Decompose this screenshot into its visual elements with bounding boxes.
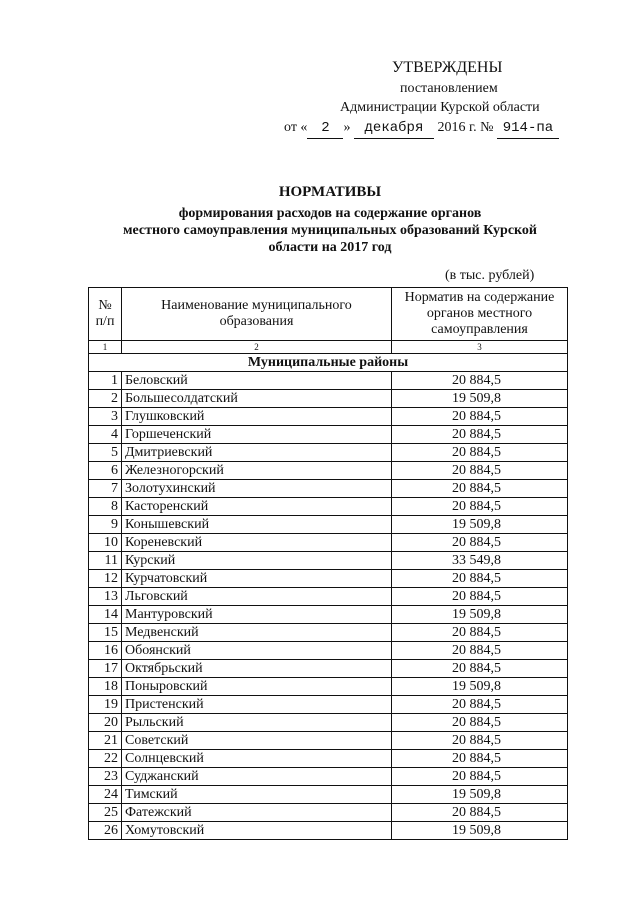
row-value: 20 884,5 [392, 624, 568, 642]
table-row [89, 804, 568, 822]
table-row [89, 372, 568, 390]
approval-date-line [284, 118, 559, 139]
table-row [89, 444, 568, 462]
row-name: Дмитриевский [122, 444, 392, 462]
row-value: 20 884,5 [392, 480, 568, 498]
table-row [89, 570, 568, 588]
row-name: Беловский [122, 372, 392, 390]
row-value: 20 884,5 [392, 660, 568, 678]
row-name: Октябрьский [122, 660, 392, 678]
row-number: 13 [89, 588, 122, 606]
row-name: Пристенский [122, 696, 392, 714]
row-number: 20 [89, 714, 122, 732]
row-value: 20 884,5 [392, 444, 568, 462]
table-row [89, 516, 568, 534]
row-value: 19 509,8 [392, 606, 568, 624]
table-row [89, 642, 568, 660]
row-name: Рыльский [122, 714, 392, 732]
row-number: 14 [89, 606, 122, 624]
table-row [89, 678, 568, 696]
row-value: 20 884,5 [392, 534, 568, 552]
row-value: 19 509,8 [392, 678, 568, 696]
row-name: Суджанский [122, 768, 392, 786]
table-row [89, 390, 568, 408]
row-name: Фатежский [122, 804, 392, 822]
colnum-2: 2 [122, 341, 392, 354]
row-name: Хомутовский [122, 822, 392, 840]
table-row [89, 696, 568, 714]
table-row [89, 426, 568, 444]
row-name: Медвенский [122, 624, 392, 642]
row-name: Конышевский [122, 516, 392, 534]
row-number: 23 [89, 768, 122, 786]
row-value: 20 884,5 [392, 732, 568, 750]
table-row [89, 750, 568, 768]
section-row [89, 354, 568, 372]
row-value: 19 509,8 [392, 822, 568, 840]
norms-table [88, 287, 568, 840]
document-title [80, 184, 580, 256]
row-number: 10 [89, 534, 122, 552]
table-row [89, 786, 568, 804]
table-row [89, 606, 568, 624]
approval-by-resolution: постановлением [400, 81, 498, 96]
row-name: Горшеченский [122, 426, 392, 444]
row-number: 24 [89, 786, 122, 804]
date-month: декабря [354, 119, 434, 139]
row-value: 20 884,5 [392, 570, 568, 588]
row-number: 25 [89, 804, 122, 822]
row-number: 4 [89, 426, 122, 444]
header-number: № п/п [89, 288, 122, 341]
row-number: 19 [89, 696, 122, 714]
row-number: 26 [89, 822, 122, 840]
row-name: Льговский [122, 588, 392, 606]
row-name: Солнцевский [122, 750, 392, 768]
row-number: 8 [89, 498, 122, 516]
row-value: 20 884,5 [392, 642, 568, 660]
section-title: Муниципальные районы [89, 354, 568, 372]
row-number: 5 [89, 444, 122, 462]
table-row [89, 480, 568, 498]
date-day: 2 [307, 119, 343, 139]
row-number: 12 [89, 570, 122, 588]
table-row [89, 714, 568, 732]
row-name: Курчатовский [122, 570, 392, 588]
document-number: 914-па [497, 119, 559, 139]
row-name: Поныровский [122, 678, 392, 696]
title-main: НОРМАТИВЫ [278, 184, 382, 200]
row-number: 1 [89, 372, 122, 390]
row-value: 20 884,5 [392, 714, 568, 732]
row-number: 22 [89, 750, 122, 768]
approval-heading: УТВЕРЖДЕНЫ [392, 59, 503, 76]
header-name: Наименование муниципального образования [122, 288, 392, 341]
row-number: 16 [89, 642, 122, 660]
row-value: 20 884,5 [392, 426, 568, 444]
row-name: Железногорский [122, 462, 392, 480]
row-value: 19 509,8 [392, 786, 568, 804]
row-value: 19 509,8 [392, 390, 568, 408]
row-value: 20 884,5 [392, 768, 568, 786]
row-value: 33 549,8 [392, 552, 568, 570]
row-name: Обоянский [122, 642, 392, 660]
row-name: Большесолдатский [122, 390, 392, 408]
row-value: 20 884,5 [392, 408, 568, 426]
table-row [89, 624, 568, 642]
table-row [89, 768, 568, 786]
table-row [89, 498, 568, 516]
row-name: Золотухинский [122, 480, 392, 498]
row-name: Глушковский [122, 408, 392, 426]
row-number: 7 [89, 480, 122, 498]
colnum-3: 3 [392, 341, 568, 354]
table-row [89, 660, 568, 678]
colnum-1: 1 [89, 341, 122, 354]
table-row [89, 588, 568, 606]
row-number: 9 [89, 516, 122, 534]
row-value: 20 884,5 [392, 372, 568, 390]
row-value: 20 884,5 [392, 696, 568, 714]
header-norm: Норматив на содержание органов местного самоуправления [392, 288, 568, 341]
row-value: 20 884,5 [392, 588, 568, 606]
table-row [89, 552, 568, 570]
row-value: 20 884,5 [392, 750, 568, 768]
row-name: Тимский [122, 786, 392, 804]
table-row [89, 408, 568, 426]
row-value: 20 884,5 [392, 804, 568, 822]
row-name: Курский [122, 552, 392, 570]
table-row [89, 534, 568, 552]
row-name: Мантуровский [122, 606, 392, 624]
table-row [89, 732, 568, 750]
row-number: 21 [89, 732, 122, 750]
title-line-4: области на 2017 год [268, 240, 392, 255]
row-number: 11 [89, 552, 122, 570]
row-number: 15 [89, 624, 122, 642]
date-prefix: от « [284, 120, 308, 135]
date-quote: » [343, 120, 351, 135]
date-year: 2016 г. № [437, 120, 494, 135]
row-number: 2 [89, 390, 122, 408]
row-number: 6 [89, 462, 122, 480]
row-name: Кореневский [122, 534, 392, 552]
table-row [89, 462, 568, 480]
row-value: 20 884,5 [392, 462, 568, 480]
row-name: Советский [122, 732, 392, 750]
row-number: 18 [89, 678, 122, 696]
units-note: (в тыс. рублей) [445, 268, 535, 283]
row-number: 3 [89, 408, 122, 426]
approval-authority: Администрации Курской области [340, 100, 540, 115]
title-line-2: формирования расходов на содержание органов [178, 206, 482, 221]
table-row [89, 822, 568, 840]
row-name: Касторенский [122, 498, 392, 516]
table-header-row [89, 288, 568, 341]
column-number-row [89, 341, 568, 354]
row-value: 19 509,8 [392, 516, 568, 534]
title-line-3: местного самоуправления муниципальных образований Курской [122, 223, 538, 238]
row-value: 20 884,5 [392, 498, 568, 516]
row-number: 17 [89, 660, 122, 678]
